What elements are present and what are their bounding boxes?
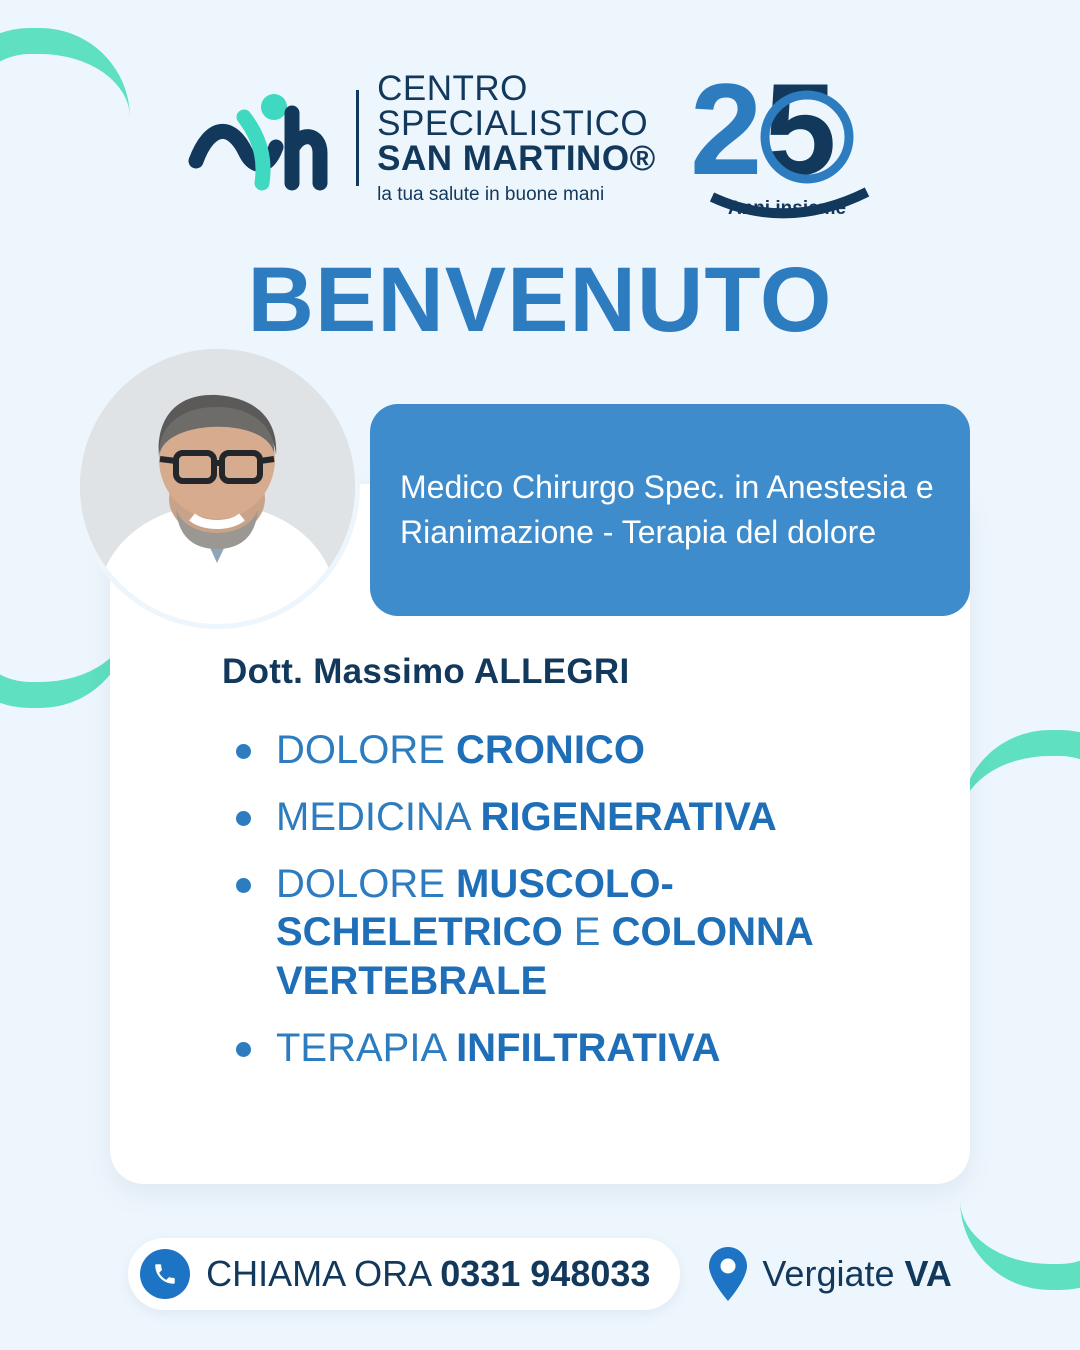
call-now-pill[interactable] — [128, 1238, 680, 1310]
phone-number: 0331 948033 — [440, 1253, 651, 1294]
svg-text:5: 5 — [763, 56, 837, 202]
role-banner-text: Medico Chirurgo Spec. in Anestesia e Rianimazione - Terapia del dolore — [400, 468, 934, 550]
location-city: Vergiate — [762, 1253, 895, 1294]
logo-line-3: SAN MARTINO® — [377, 139, 656, 178]
location-text — [762, 1253, 951, 1295]
decorative-bracket-right — [960, 730, 1080, 1290]
svg-text:2: 2 — [689, 56, 763, 202]
specialty-prefix: MEDICINA — [276, 794, 481, 839]
location-province: VA — [904, 1253, 952, 1294]
anniversary-label: Anni insieme — [727, 198, 846, 219]
header — [0, 48, 1080, 227]
role-banner — [370, 404, 970, 616]
specialty-strong-2: COLONNA VERTEBRALE — [276, 910, 813, 1004]
list-item — [228, 726, 868, 775]
specialty-list — [228, 726, 868, 1091]
logo-line-1: CENTRO — [377, 69, 528, 108]
doctor-name: Dott. Massimo ALLEGRI — [222, 652, 630, 691]
specialty-strong: CRONICO — [456, 728, 645, 772]
logo-tagline: la tua salute in buone mani — [377, 184, 605, 205]
logo-divider — [356, 90, 359, 186]
call-now-label: CHIAMA ORA — [206, 1253, 431, 1294]
specialty-prefix: DOLORE — [276, 861, 457, 906]
location-block — [702, 1245, 951, 1303]
doctor-photo — [75, 344, 360, 629]
list-item — [228, 1024, 868, 1073]
list-item — [228, 793, 868, 842]
page-title: BENVENUTO — [247, 249, 833, 351]
list-item — [228, 860, 868, 1006]
logo-wordmark — [377, 71, 656, 204]
map-pin-icon — [706, 1245, 750, 1303]
specialty-strong: MUSCOLO-SCHELETRICO — [276, 861, 674, 955]
call-now-text — [206, 1253, 650, 1295]
specialty-strong: INFILTRATIVA — [456, 1025, 721, 1070]
logo-line-2: SPECIALISTICO — [377, 104, 649, 143]
specialty-strong: RIGENERATIVA — [480, 794, 777, 839]
specialty-prefix: DOLORE — [276, 728, 457, 772]
brand-logo — [188, 71, 656, 204]
phone-icon — [140, 1249, 190, 1299]
footer — [0, 1238, 1080, 1310]
clinic-logo-icon — [188, 83, 338, 193]
specialty-prefix: TERAPIA — [276, 1025, 457, 1070]
anniversary-badge-icon — [682, 42, 892, 227]
specialty-mid: E — [562, 910, 612, 955]
